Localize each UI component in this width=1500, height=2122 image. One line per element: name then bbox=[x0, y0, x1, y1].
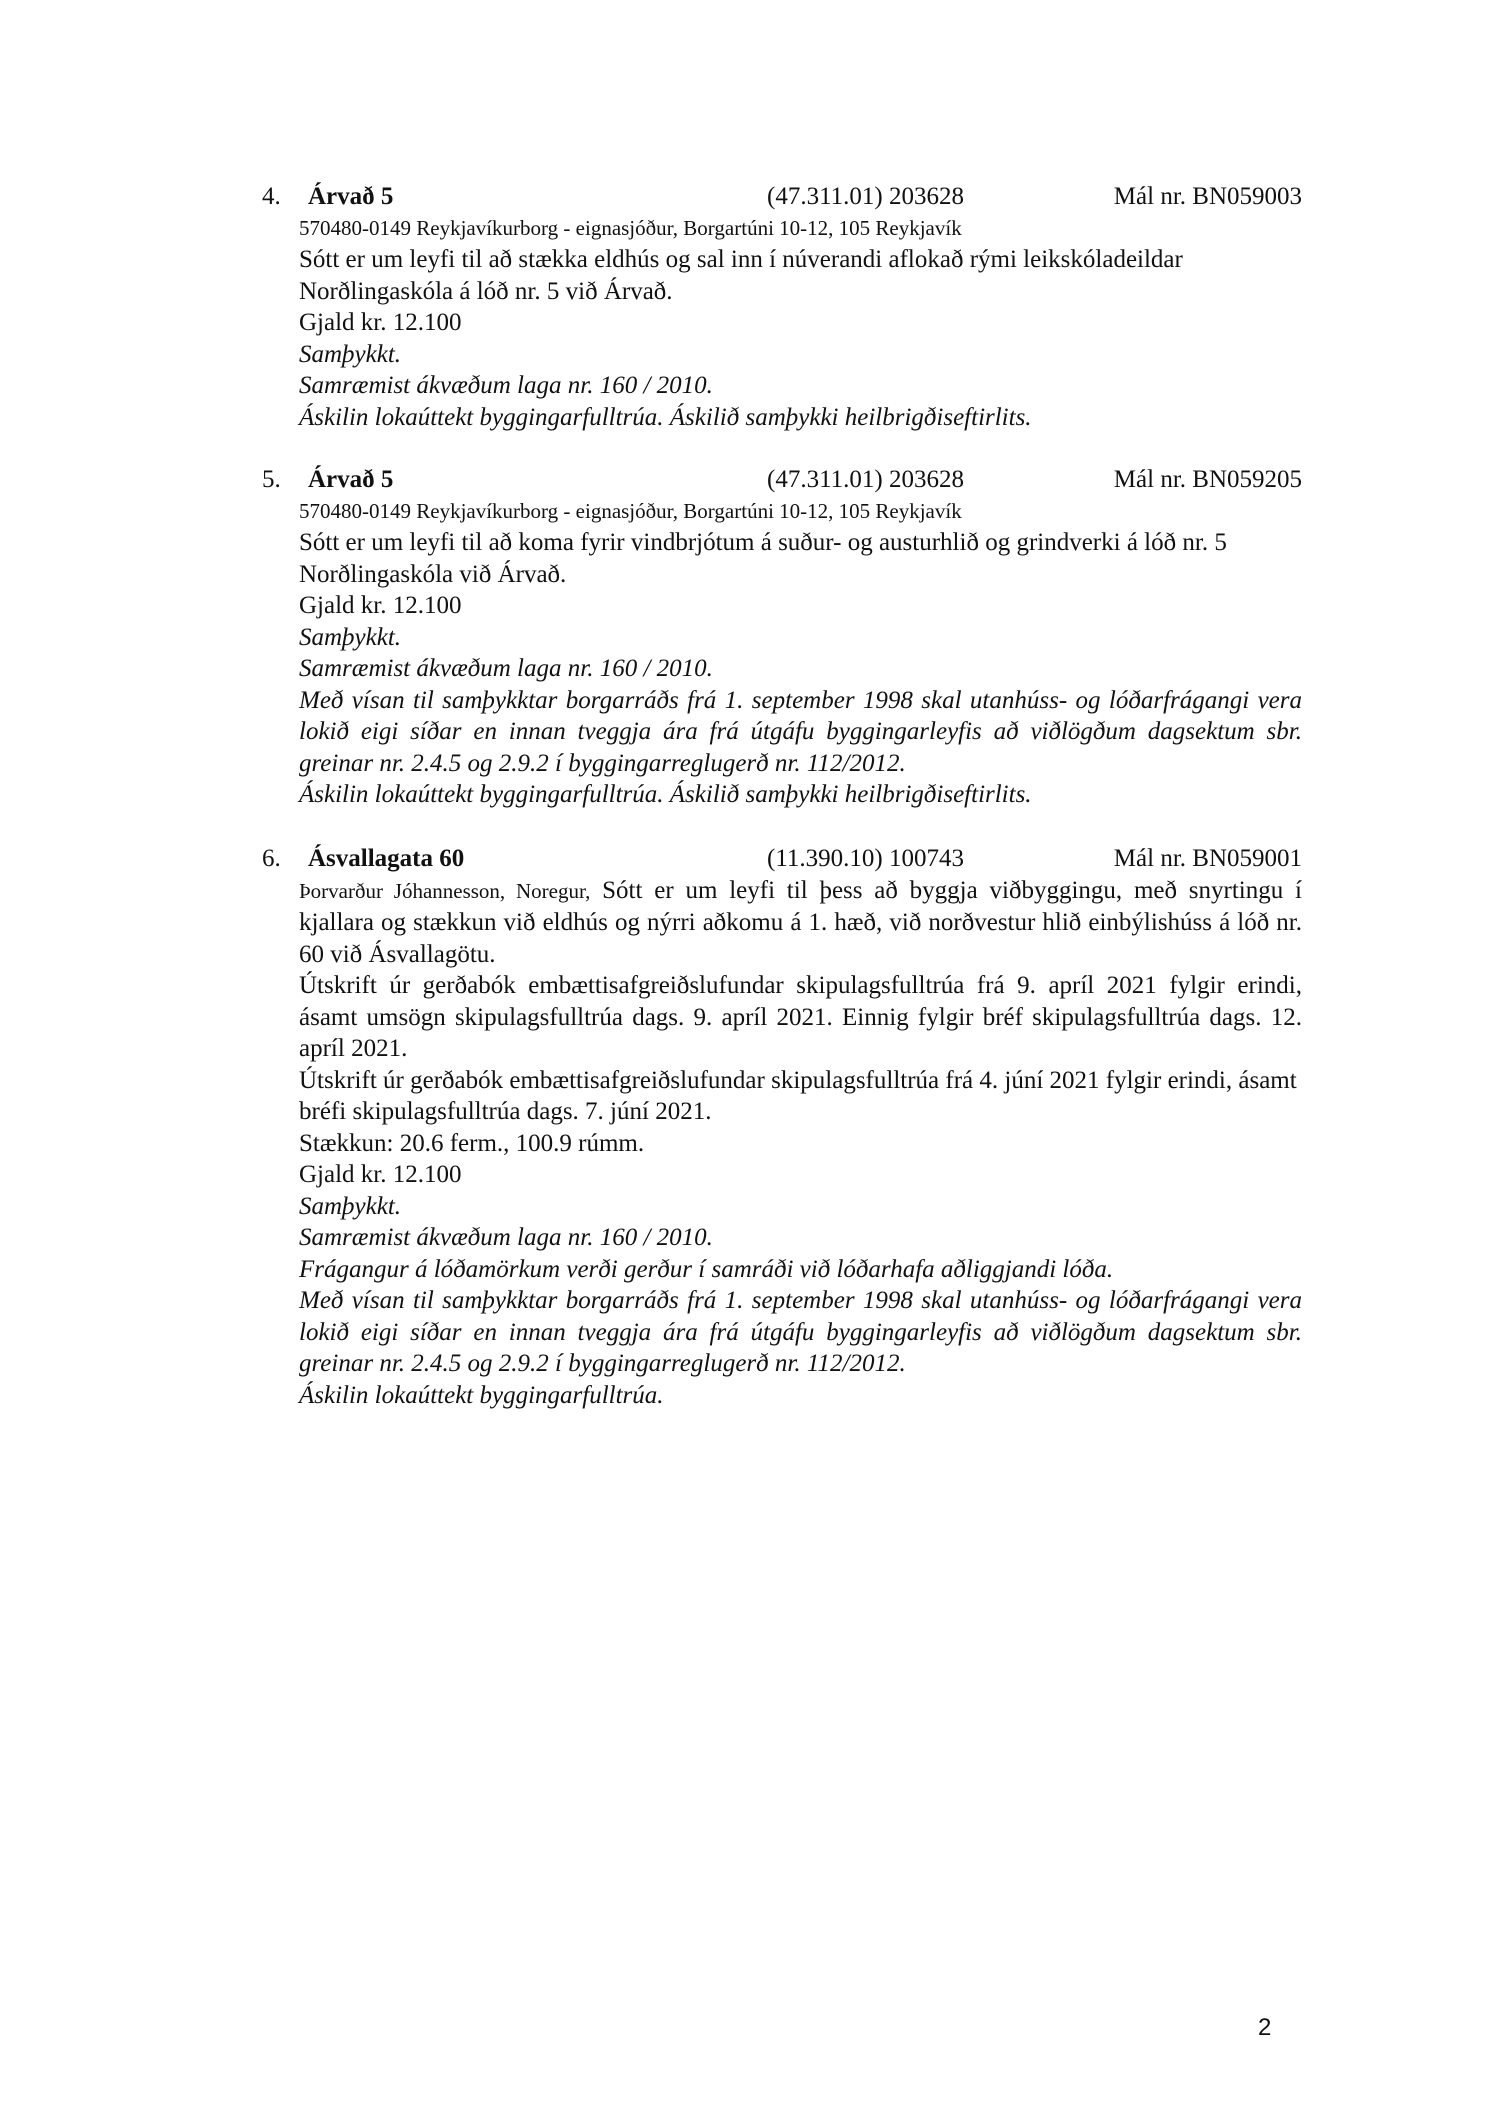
item-header bbox=[262, 843, 1302, 875]
extract-note: Útskrift úr gerðabók embættisafgreiðslufundar skipulagsfulltrúa frá 9. apríl 2021 fylgir erindi, ásamt umsögn skipulagsfulltrúa dags. 9. apríl 2021. Einnig fylgir bréf skipulagsfulltrúa dags. 12. apríl 2021. bbox=[299, 972, 1302, 1062]
council-reference: Með vísan til samþykktar borgarráðs frá 1. september 1998 skal utanhúss- og lóðarfrágangi vera lokið eigi síðar en innan tveggja ára frá útgáfu byggingarleyfis að viðlögðum dagsektum sbr. greinar nr. 2.4.5 og 2.9.2 í byggingarreglugerð nr. 112/2012. bbox=[299, 686, 1302, 777]
land-code: (47.311.01) 203628 bbox=[767, 466, 964, 493]
council-reference: Með vísan til samþykktar borgarráðs frá 1. september 1998 skal utanhúss- og lóðarfrágangi vera lokið eigi síðar en innan tveggja ára frá útgáfu byggingarleyfis að viðlögðum dagsektum sbr. greinar nr. 2.4.5 og 2.9.2 í byggingarreglugerð nr. 112/2012. bbox=[299, 1287, 1302, 1377]
item-address: Árvað 5 bbox=[308, 183, 394, 210]
item-body bbox=[299, 213, 1302, 434]
item-body bbox=[299, 875, 1302, 1412]
item-header bbox=[262, 181, 1302, 213]
applicant: 570480-0149 Reykjavíkurborg - eignasjóður, Borgartúni 10-12, 105 Reykjavík bbox=[299, 215, 962, 240]
case-number: Mál nr. BN059003 bbox=[1113, 183, 1302, 210]
case-number: Mál nr. BN059001 bbox=[1113, 845, 1302, 872]
case-number: Mál nr. BN059205 bbox=[1113, 466, 1302, 493]
conditions: Áskilin lokaúttekt byggingarfulltrúa. Áskilið samþykki heilbrigðiseftirlits. bbox=[299, 403, 1032, 431]
fee: Gjald kr. 12.100 bbox=[299, 309, 462, 336]
page-number: 2 bbox=[1258, 2014, 1272, 2041]
land-code: (11.390.10) 100743 bbox=[767, 845, 964, 872]
description: Sótt er um leyfi til að stækka eldhús og sal inn í núverandi aflokað rými leikskóladeildar Norðlingaskóla á lóð nr. 5 við Árvað. bbox=[299, 246, 1183, 305]
boundary-note: Frágangur á lóðamörkum verði gerður í samráði við lóðarhafa aðliggjandi lóða. bbox=[299, 1255, 1114, 1283]
item-body bbox=[299, 496, 1302, 811]
item-address: Ásvallagata 60 bbox=[308, 845, 465, 872]
agenda-item bbox=[262, 843, 1302, 1411]
item-number: 4. bbox=[262, 183, 281, 210]
law-reference: Samræmist ákvæðum laga nr. 160 / 2010. bbox=[299, 655, 713, 682]
agenda-item bbox=[262, 181, 1302, 433]
agenda-item bbox=[262, 464, 1302, 811]
description: Sótt er um leyfi til að koma fyrir vindbrjótum á suður- og austurhlið og grindverki á lóð nr. 5 Norðlingaskóla við Árvað. bbox=[299, 529, 1227, 588]
extract-note: Útskrift úr gerðabók embættisafgreiðslufundar skipulagsfulltrúa frá 4. júní 2021 fylgir erindi, ásamt bréfi skipulagsfulltrúa dags. 7. júní 2021. bbox=[299, 1066, 1297, 1125]
applicant: 570480-0149 Reykjavíkurborg - eignasjóður, Borgartúni 10-12, 105 Reykjavík bbox=[299, 498, 962, 523]
decision: Samþykkt. bbox=[299, 623, 402, 651]
description-block bbox=[299, 875, 1302, 971]
item-header bbox=[262, 464, 1302, 496]
applicant: Þorvarður Jóhannesson, Noregur, bbox=[299, 878, 591, 903]
decision: Samþykkt. bbox=[299, 340, 402, 368]
law-reference: Samræmist ákvæðum laga nr. 160 / 2010. bbox=[299, 1224, 713, 1251]
fee: Gjald kr. 12.100 bbox=[299, 592, 462, 619]
enlargement: Stækkun: 20.6 ferm., 100.9 rúmm. bbox=[299, 1129, 645, 1157]
item-number: 5. bbox=[262, 466, 281, 493]
conditions: Áskilin lokaúttekt byggingarfulltrúa. Áskilið samþykki heilbrigðiseftirlits. bbox=[299, 781, 1032, 808]
item-address: Árvað 5 bbox=[308, 466, 394, 493]
land-code: (47.311.01) 203628 bbox=[767, 183, 964, 210]
law-reference: Samræmist ákvæðum laga nr. 160 / 2010. bbox=[299, 372, 713, 399]
decision: Samþykkt. bbox=[299, 1192, 402, 1220]
fee: Gjald kr. 12.100 bbox=[299, 1161, 462, 1188]
item-number: 6. bbox=[262, 845, 281, 872]
description: Sótt er um leyfi til þess að byggja viðbyggingu, með snyrtingu í kjallara og stækkun við eldhús og nýrri aðkomu á 1. hæð, við norðvestur hlið einbýlishúss á lóð nr. 60 við Ásvallagötu. bbox=[299, 876, 1302, 968]
conditions: Áskilin lokaúttekt byggingarfulltrúa. bbox=[299, 1381, 664, 1409]
